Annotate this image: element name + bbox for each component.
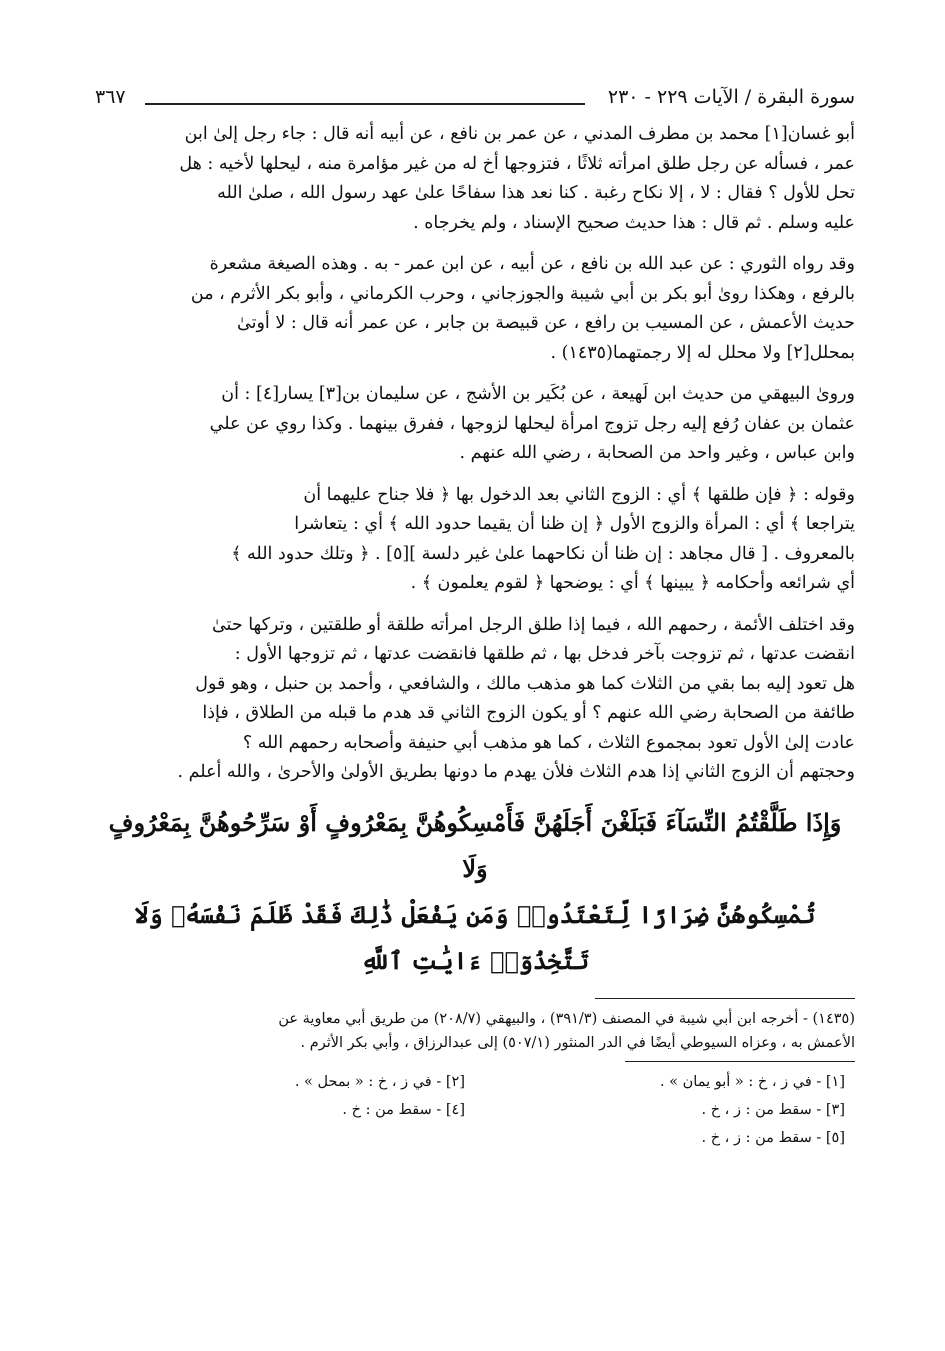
footnote-line: (١٤٣٥) - أخرجه ابن أبي شيبة في المصنف (٣٩١/٣) ، والبيهقي (٢٠٨/٧) من طريق أبي معاوية عن — [278, 1010, 855, 1027]
paragraph-2 — [95, 250, 855, 368]
text-line: وابن عباس ، وغير واحد من الصحابة ، رضي الله عنهم . — [459, 443, 855, 463]
text-line: عثمان بن عفان رُفع إليه رجل تزوج امرأة ليحلها لزوجها ، ففرق بينهما . وكذا روي عن علي — [209, 413, 855, 434]
footnote-line: الأعمش به ، وعزاه السيوطي أيضًا في الدر المنثور (٥٠٧/١) إلى عبدالرزاق ، وأبي بكر الأثرم . — [300, 1034, 855, 1051]
text-line: عليه وسلم . ثم قال : هذا حديث صحيح الإسناد ، ولم يخرجاه . — [413, 212, 855, 233]
paragraph-3 — [95, 380, 855, 469]
note-4: [٤] - سقط من : خ . — [342, 1101, 465, 1118]
variant-notes-rule — [625, 1061, 855, 1062]
paragraph-5 — [95, 611, 855, 788]
note-1: [١] - في ز ، خ : « أبو يمان » . — [659, 1073, 845, 1090]
verse-line-2: تُمْسِكُوهُنَّ ضِرَارًا لِّتَعْتَدُوا۟ وَمَن يَفْعَلْ ذَٰلِكَ فَقَدْ ظَلَمَ نَفْسَهُۥ وَلَا تَتَّخِذُوٓا۟ ءَايَٰتِ ٱللَّهِ — [134, 899, 816, 975]
notes-row — [95, 1096, 855, 1124]
footnote-1435 — [95, 1007, 855, 1055]
text-line: طائفة من الصحابة رضي الله عنهم ؟ أو يكون الزوج الثاني قد هدم ما قبله من الطلاق ، فإذا — [202, 703, 855, 723]
text-line: يتراجعا ﴾ أي : المرأة والزوج الأول ﴿ إن ظنا أن يقيما حدود الله ﴾ أي : يتعاشرا — [294, 514, 855, 534]
text-line: وقوله : ﴿ فإن طلقها ﴾ أي : الزوج الثاني بعد الدخول بها ﴿ فلا جناح عليهما أن — [303, 484, 855, 505]
paragraph-1 — [95, 120, 855, 238]
text-line: وروىٰ البيهقي من حديث ابن لَهيعة ، عن بُكَير بن الأشج ، عن سليمان بن[٣] يسار[٤] : أن — [221, 384, 855, 404]
note-5: [٥] - سقط من : ز ، خ . — [701, 1129, 845, 1146]
text-line: وقد رواه الثوري : عن عبد الله بن نافع ، عن أبيه ، عن ابن عمر - به . وهذه الصيغة مشعرة — [209, 254, 855, 274]
text-line: بالمعروف . [ قال مجاهد : إن ظنا أن نكاحهما علىٰ غير دلسة ][٥] . ﴿ وتلك حدود الله ﴾ — [231, 543, 855, 564]
text-line: وحجتهم أن الزوج الثاني إذا هدم الثلاث فلأن يهدم ما دونها بطريق الأولىٰ والأحرىٰ ، والله أعلم . — [177, 762, 855, 782]
variant-notes — [95, 1068, 855, 1152]
note-3: [٣] - سقط من : ز ، خ . — [701, 1101, 845, 1118]
text-line: هل تعود إليه بما بقي من الثلاث كما هو مذهب مالك ، والشافعي ، وأحمد بن حنبل ، وهو قول — [195, 673, 855, 694]
text-line: حديث الأعمش ، عن المسيب بن رافع ، عن قبيصة بن جابر ، عن عمر أنه قال : لا أوتىٰ — [236, 313, 855, 333]
page-header — [95, 80, 855, 120]
paragraph-4 — [95, 481, 855, 599]
header-title: سورة البقرة / الآيات ٢٢٩ - ٢٣٠ — [607, 86, 855, 108]
notes-row — [95, 1068, 855, 1096]
text-line: عمر ، فسأله عن رجل طلق امرأته ثلاثًا ، فتزوجها أخ له من غير مؤامرة منه ، ليحلها لأخيه : هل — [179, 153, 855, 174]
quran-verse — [95, 800, 855, 984]
footnote-rule — [595, 998, 855, 999]
text-line: بالرفع ، وهكذا روىٰ أبو بكر بن أبي شيبة والجوزجاني ، وحرب الكرماني ، وأبو بكر الأثرم ، من — [190, 283, 855, 304]
text-line: وقد اختلف الأئمة ، رحمهم الله ، فيما إذا طلق الرجل امرأته طلقة أو طلقتين ، وتركها حتىٰ — [211, 614, 855, 635]
verse-line-1: وَإِذَا طَلَّقْتُمُ النِّسَآءَ فَبَلَغْنَ أَجَلَهُنَّ فَأَمْسِكُوهُنَّ بِمَعْرُوفٍ أَوْ سَرِّحُوهُنَّ بِمَعْرُوفٍ وَلَا — [108, 807, 842, 883]
text-line: أبو غسان[١] محمد بن مطرف المدني ، عن عمر بن نافع ، عن أبيه أنه قال : جاء رجل إلىٰ ابن — [184, 124, 855, 144]
page-number: ٣٦٧ — [95, 86, 126, 108]
text-line: أي شرائعه وأحكامه ﴿ يبينها ﴾ أي : يوضحها ﴿ لقوم يعلمون ﴾ . — [410, 573, 855, 593]
notes-row — [95, 1124, 855, 1152]
text-line: انقضت عدتها ، ثم تزوجت بآخر فدخل بها ، ثم طلقها فانقضت عدتها ، ثم تزوجها الأول : — [234, 644, 855, 664]
page — [95, 80, 855, 1152]
text-line: تحل للأول ؟ فقال : لا ، إلا نكاح رغبة . كنا نعد هذا سفاحًا علىٰ عهد رسول الله ، صلىٰ الله — [217, 183, 855, 203]
header-rule — [145, 103, 585, 105]
note-2: [٢] - في ز ، خ : « بمحل » . — [294, 1073, 465, 1090]
text-line: عادت إلىٰ الأول تعود بمجموع الثلاث ، كما هو مذهب أبي حنيفة وأصحابه رحمهم الله ؟ — [242, 732, 855, 753]
text-line: بمحلل[٢] ولا محلل له إلا رجمتهما(١٤٣٥) . — [550, 342, 855, 363]
